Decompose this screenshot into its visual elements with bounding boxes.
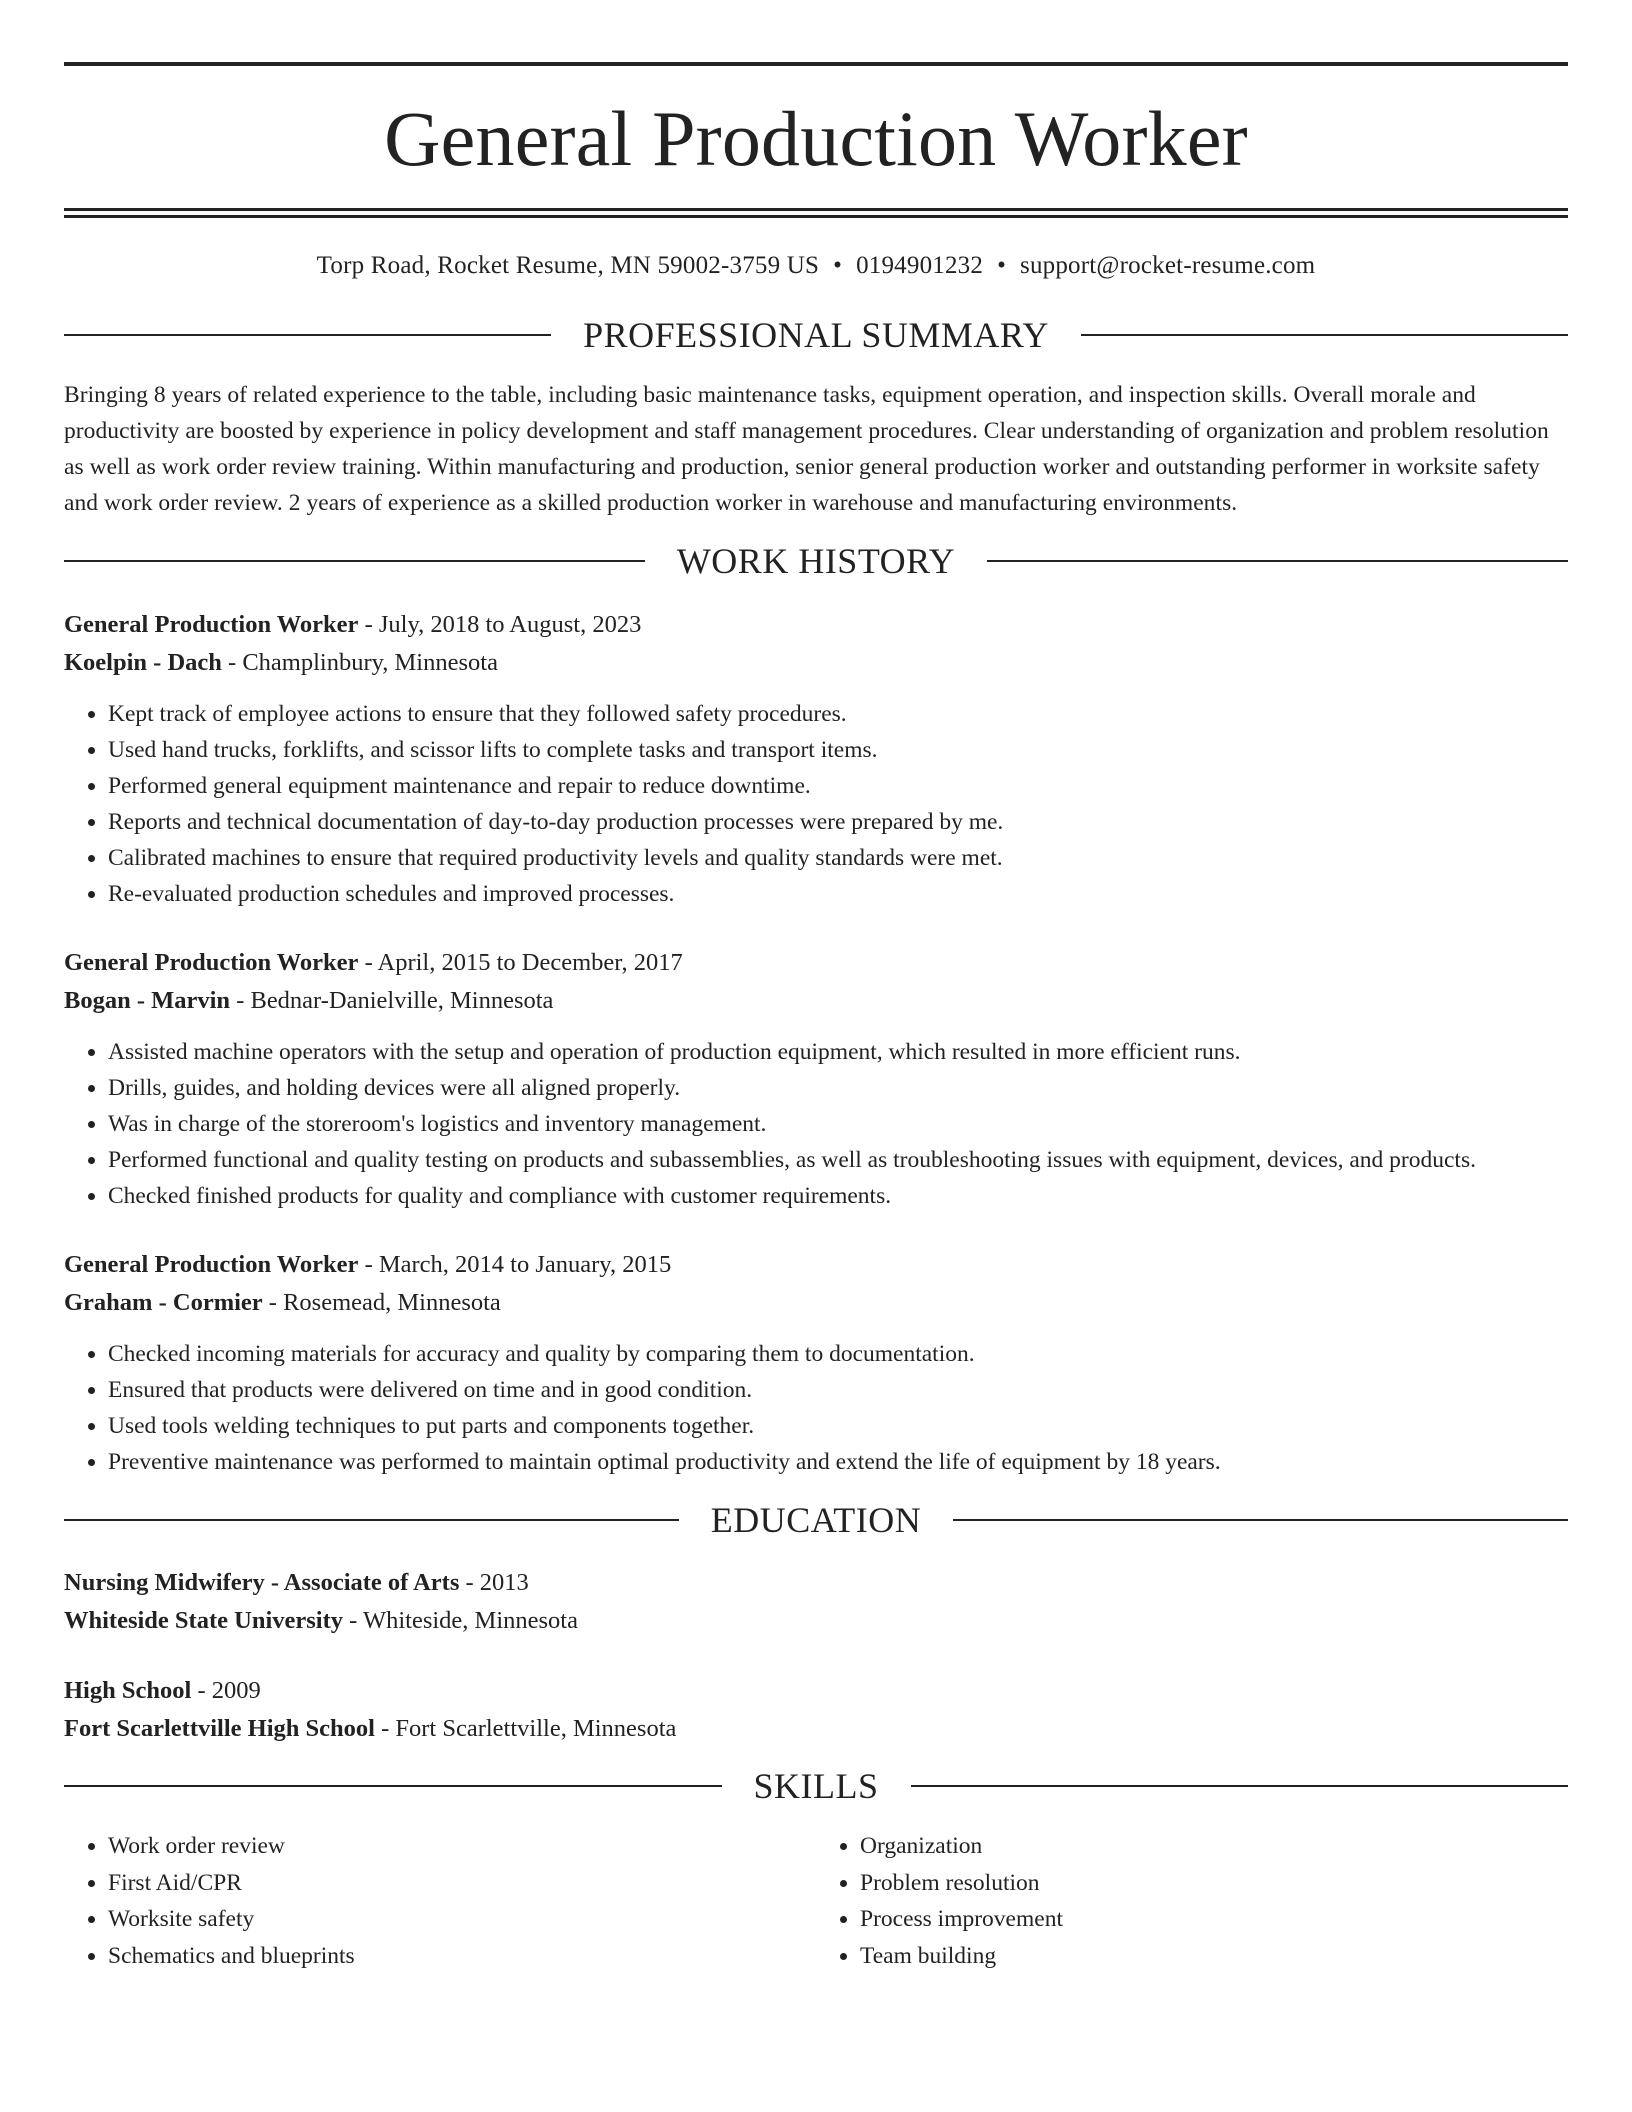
job-bullet: • Was in charge of the storeroom's logistics and inventory management.: [108, 1106, 1568, 1142]
job-title-line: [64, 606, 1568, 644]
education-entry: [64, 1672, 1568, 1748]
skills-column-left: [64, 1828, 816, 1974]
job-bullet: • Performed general equipment maintenance and repair to reduce downtime.: [108, 768, 1568, 804]
heading-rule-left: [64, 1785, 722, 1787]
job-entry: [64, 944, 1568, 1214]
job-bullet: • Checked finished products for quality and compliance with customer requirements.: [108, 1178, 1568, 1214]
education-year: - 2013: [459, 1569, 529, 1596]
education-degree-line: [64, 1564, 1568, 1602]
job-company: Koelpin - Dach: [64, 649, 222, 676]
job-bullet: • Preventive maintenance was performed to maintain optimal productivity and extend the life of equipment by 18 years.: [108, 1444, 1568, 1480]
work-title: WORK HISTORY: [676, 541, 956, 581]
education-degree: High School: [64, 1677, 192, 1704]
job-company: Bogan - Marvin: [64, 987, 231, 1014]
skill-item: • Team building: [860, 1938, 1568, 1975]
education-location: - Whiteside, Minnesota: [343, 1607, 578, 1634]
skills-title: SKILLS: [753, 1766, 879, 1806]
job-bullet: • Ensured that products were delivered on time and in good condition.: [108, 1372, 1568, 1408]
job-company-line: [64, 982, 1568, 1020]
job-company-line: [64, 1284, 1568, 1322]
skill-item: • Work order review: [108, 1828, 816, 1865]
skills-heading: [64, 1766, 1568, 1806]
contact-address: Torp Road, Rocket Resume, MN 59002-3759 US: [316, 252, 820, 279]
skill-item: • Process improvement: [860, 1901, 1568, 1938]
education-school: Whiteside State University: [64, 1607, 343, 1634]
education-heading: [64, 1500, 1568, 1540]
job-bullet: • Calibrated machines to ensure that required productivity levels and quality standards were met.: [108, 840, 1568, 876]
job-bullets: [64, 1336, 1568, 1480]
skill-item: • Problem resolution: [860, 1865, 1568, 1902]
job-bullet: • Re-evaluated production schedules and improved processes.: [108, 876, 1568, 912]
job-dates: - April, 2015 to December, 2017: [358, 949, 683, 976]
job-company-line: [64, 644, 1568, 682]
education-year: - 2009: [191, 1677, 261, 1704]
job-company: Graham - Cormier: [64, 1289, 263, 1316]
summary-text: Bringing 8 years of related experience to the table, including basic maintenance tasks, equipment operation, and inspection skills. Overall morale and productivity are boosted by experience in policy development and staff management procedures. Clear understanding of organization and problem resolution as well as work order review training. Within manufacturing and production, senior general production worker and outstanding performer in worksite safety and work order review. 2 years of experience as a skilled production worker in warehouse and manufacturing environments.: [64, 382, 1549, 516]
job-bullet: • Performed functional and quality testing on products and subassemblies, as well as troubleshooting issues with equipment, devices, and products.: [108, 1142, 1568, 1178]
skill-item: • First Aid/CPR: [108, 1865, 816, 1902]
contact-separator: •: [833, 252, 843, 279]
skill-item: • Organization: [860, 1828, 1568, 1865]
work-heading: [64, 541, 1568, 581]
job-role: General Production Worker: [64, 1251, 359, 1278]
contact-email: support@rocket-resume.com: [1020, 252, 1316, 279]
job-title-line: [64, 1246, 1568, 1284]
job-dates: - March, 2014 to January, 2015: [358, 1251, 672, 1278]
education-entry: [64, 1564, 1568, 1640]
job-bullet: • Reports and technical documentation of day-to-day production processes were prepared by me.: [108, 804, 1568, 840]
job-bullet: • Used hand trucks, forklifts, and scissor lifts to complete tasks and transport items.: [108, 732, 1568, 768]
education-degree-line: [64, 1672, 1568, 1710]
job-bullets: [64, 696, 1568, 912]
job-bullet: • Assisted machine operators with the setup and operation of production equipment, which resulted in more efficient runs.: [108, 1034, 1568, 1070]
skill-item: • Schematics and blueprints: [108, 1938, 816, 1975]
job-bullet: • Checked incoming materials for accuracy and quality by comparing them to documentation.: [108, 1336, 1568, 1372]
education-school: Fort Scarlettville High School: [64, 1715, 375, 1742]
job-bullet: • Drills, guides, and holding devices were all aligned properly.: [108, 1070, 1568, 1106]
skill-item: • Worksite safety: [108, 1901, 816, 1938]
education-school-line: [64, 1602, 1568, 1640]
job-dates: - July, 2018 to August, 2023: [358, 611, 642, 638]
resume-name: General Production Worker: [384, 95, 1248, 182]
job-bullets: [64, 1034, 1568, 1214]
name-double-rule: [64, 208, 1568, 218]
skills-column-right: [816, 1828, 1568, 1974]
contact-line: [64, 251, 1568, 281]
education-location: - Fort Scarlettville, Minnesota: [374, 1715, 677, 1742]
job-location: - Champlinbury, Minnesota: [221, 649, 498, 676]
job-bullet: • Used tools welding techniques to put parts and components together.: [108, 1408, 1568, 1444]
heading-rule-left: [64, 334, 551, 336]
education-school-line: [64, 1710, 1568, 1748]
summary-heading: [64, 315, 1568, 355]
job-role: General Production Worker: [64, 949, 359, 976]
heading-rule-right: [953, 1519, 1568, 1521]
job-title-line: [64, 944, 1568, 982]
skills-list: [64, 1828, 1568, 1974]
heading-rule-left: [64, 560, 645, 562]
heading-rule-right: [911, 1785, 1569, 1787]
education-title: EDUCATION: [710, 1500, 922, 1540]
contact-phone: 0194901232: [856, 252, 984, 279]
summary-title: PROFESSIONAL SUMMARY: [583, 315, 1049, 355]
heading-rule-right: [987, 560, 1568, 562]
heading-rule-left: [64, 1519, 679, 1521]
heading-rule-right: [1081, 334, 1568, 336]
job-role: General Production Worker: [64, 611, 359, 638]
job-entry: [64, 1246, 1568, 1480]
job-entry: [64, 606, 1568, 912]
job-location: - Bednar-Danielville, Minnesota: [230, 987, 554, 1014]
education-degree: Nursing Midwifery - Associate of Arts: [64, 1569, 460, 1596]
contact-separator: •: [997, 252, 1007, 279]
job-location: - Rosemead, Minnesota: [262, 1289, 501, 1316]
job-bullet: • Kept track of employee actions to ensure that they followed safety procedures.: [108, 696, 1568, 732]
